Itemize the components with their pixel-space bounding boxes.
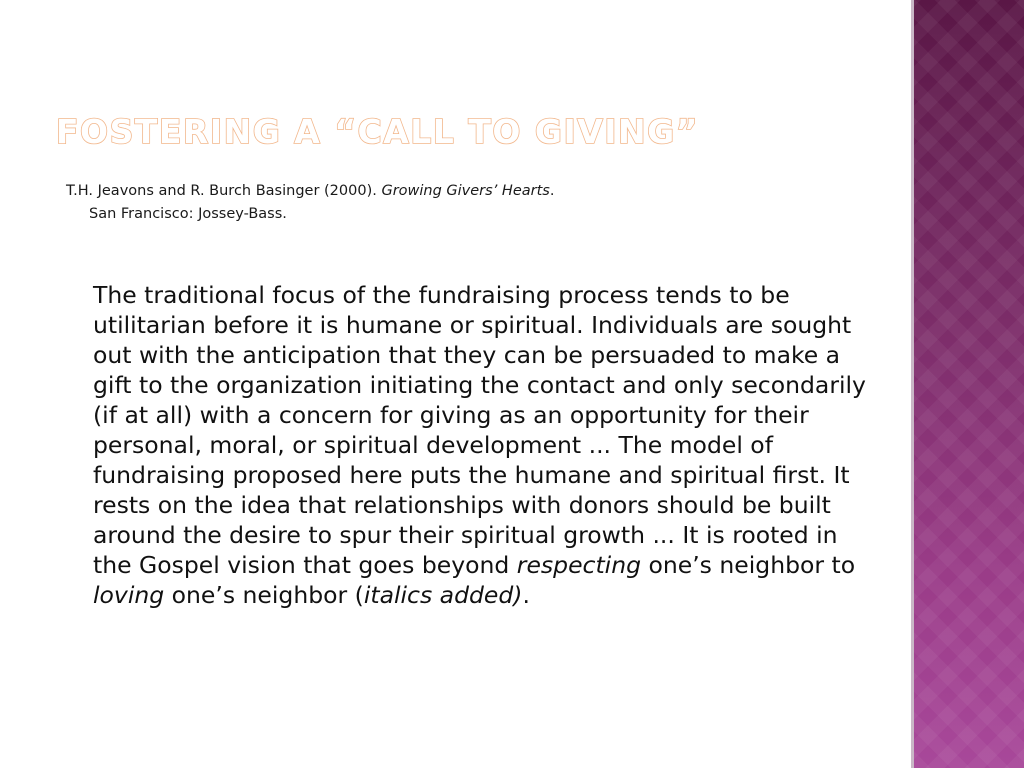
citation-publisher: San Francisco: Jossey-Bass. <box>89 206 287 222</box>
citation-book-title: Growing Givers’ Hearts <box>381 183 550 199</box>
citation <box>66 180 866 226</box>
citation-authors-year: T.H. Jeavons and R. Burch Basinger (2000). <box>66 183 382 199</box>
citation-period: . <box>549 183 555 199</box>
quote-text-part-2: one’s neighbor to <box>641 551 856 579</box>
side-bar-divider <box>911 0 914 768</box>
slide-title: FOSTERING A “CALL TO GIVING” <box>56 112 699 151</box>
quote-italics-note: italics added) <box>363 581 523 609</box>
quote-emphasis-respecting: respecting <box>516 551 642 579</box>
quote-text-part-4: . <box>522 581 530 609</box>
quote-text-part-1: The traditional focus of the fundraising process tends to be utilitarian before it is humane or spiritual. Individuals are sought out with the anticipation that they can be persuaded to make a gift to the organization initiating the contact and only secondarily (if at all) with a concern for giving as an opportunity for their personal, moral, or spiritual development ... The model of fundraising proposed here puts the humane and spiritual first. It rests on the idea that relationships with donors should be built around the desire to spur their spiritual growth ... It is rooted in the Gospel vision that goes beyond <box>93 281 866 579</box>
quote-text-part-3: one’s neighbor ( <box>164 581 364 609</box>
quote-emphasis-loving: loving <box>93 581 165 609</box>
quote-paragraph <box>93 280 883 610</box>
decorative-side-bar <box>911 0 1024 768</box>
